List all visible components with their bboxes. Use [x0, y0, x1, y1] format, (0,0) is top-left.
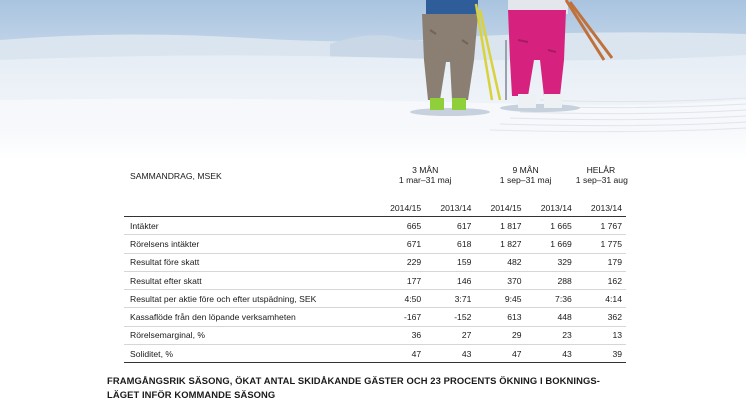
cell-value: 618: [425, 235, 475, 253]
financial-summary: [124, 160, 626, 363]
cell-value: 13: [576, 326, 626, 344]
section-heading-line: LÄGET INFÖR KOMMANDE SÄSONG: [107, 388, 276, 400]
cell-value: 1 665: [526, 217, 576, 235]
cell-value: 47: [475, 345, 525, 363]
year-header: 2013/14: [526, 199, 576, 217]
cell-value: 362: [576, 308, 626, 326]
cell-value: 1 669: [526, 235, 576, 253]
row-label: Resultat efter skatt: [124, 271, 375, 289]
cell-value: 329: [526, 253, 576, 271]
cell-value: 159: [425, 253, 475, 271]
table-row: [124, 345, 626, 363]
table-row: [124, 290, 626, 308]
year-header: 2013/14: [576, 199, 626, 217]
period-3-months: [375, 160, 475, 199]
row-label: Soliditet, %: [124, 345, 375, 363]
period-9-months: [475, 160, 575, 199]
cell-value: 36: [375, 326, 425, 344]
cell-value: 671: [375, 235, 425, 253]
table-row: [124, 253, 626, 271]
year-header: 2014/15: [375, 199, 425, 217]
hero-image: [0, 0, 746, 160]
cell-value: 43: [425, 345, 475, 363]
cell-value: 288: [526, 271, 576, 289]
cell-value: 370: [475, 271, 525, 289]
cell-value: 27: [425, 326, 475, 344]
cell-value: 1 775: [576, 235, 626, 253]
cell-value: 3:71: [425, 290, 475, 308]
table-row: [124, 217, 626, 235]
cell-value: 23: [526, 326, 576, 344]
period-name: 3 MÅN: [412, 165, 439, 175]
cell-value: 482: [475, 253, 525, 271]
table-title: SAMMANDRAG, MSEK: [130, 171, 222, 181]
cell-value: 4:50: [375, 290, 425, 308]
period-name: HELÅR: [586, 165, 616, 175]
section-heading-line: FRAMGÅNGSRIK SÄSONG, ÖKAT ANTAL SKIDÅKANDE GÄSTER OCH 23 PROCENTS ÖKNING I BOKNINGS-: [107, 375, 600, 386]
cell-value: 29: [475, 326, 525, 344]
cell-value: 1 817: [475, 217, 525, 235]
cell-value: 665: [375, 217, 425, 235]
period-range: 1 mar–31 maj: [398, 175, 452, 185]
cell-value: 39: [576, 345, 626, 363]
cell-value: 1 827: [475, 235, 525, 253]
table-row: [124, 235, 626, 253]
cell-value: 229: [375, 253, 425, 271]
row-label: Rörelsemarginal, %: [124, 326, 375, 344]
cell-value: -167: [375, 308, 425, 326]
cell-value: 1 767: [576, 217, 626, 235]
cell-value: -152: [425, 308, 475, 326]
table-row: [124, 271, 626, 289]
cell-value: 4:14: [576, 290, 626, 308]
period-range: 1 sep–31 aug: [575, 175, 628, 185]
cell-value: 613: [475, 308, 525, 326]
year-header: 2013/14: [425, 199, 475, 217]
row-label: Resultat före skatt: [124, 253, 375, 271]
cell-value: 9:45: [475, 290, 525, 308]
cell-value: 43: [526, 345, 576, 363]
cell-value: 177: [375, 271, 425, 289]
table-row: [124, 308, 626, 326]
year-header: 2014/15: [475, 199, 525, 217]
row-label: Rörelsens intäkter: [124, 235, 375, 253]
row-label: Kassaflöde från den löpande verksamheten: [124, 308, 375, 326]
cell-value: 146: [425, 271, 475, 289]
row-label: Resultat per aktie före och efter utspädning, SEK: [124, 290, 375, 308]
period-range: 1 sep–31 maj: [499, 175, 552, 185]
cell-value: 162: [576, 271, 626, 289]
table-header-groups: [124, 160, 626, 199]
cell-value: 448: [526, 308, 576, 326]
table-header-years: [124, 199, 626, 217]
cell-value: 617: [425, 217, 475, 235]
cell-value: 47: [375, 345, 425, 363]
cell-value: 179: [576, 253, 626, 271]
cell-value: 7:36: [526, 290, 576, 308]
period-full-year: [576, 160, 626, 199]
period-name: 9 MÅN: [512, 165, 539, 175]
year-header-blank: [124, 199, 375, 217]
ski-touring-photo: [0, 0, 746, 160]
summary-table: [124, 160, 626, 363]
table-row: [124, 326, 626, 344]
section-heading: [107, 374, 667, 401]
row-label: Intäkter: [124, 217, 375, 235]
